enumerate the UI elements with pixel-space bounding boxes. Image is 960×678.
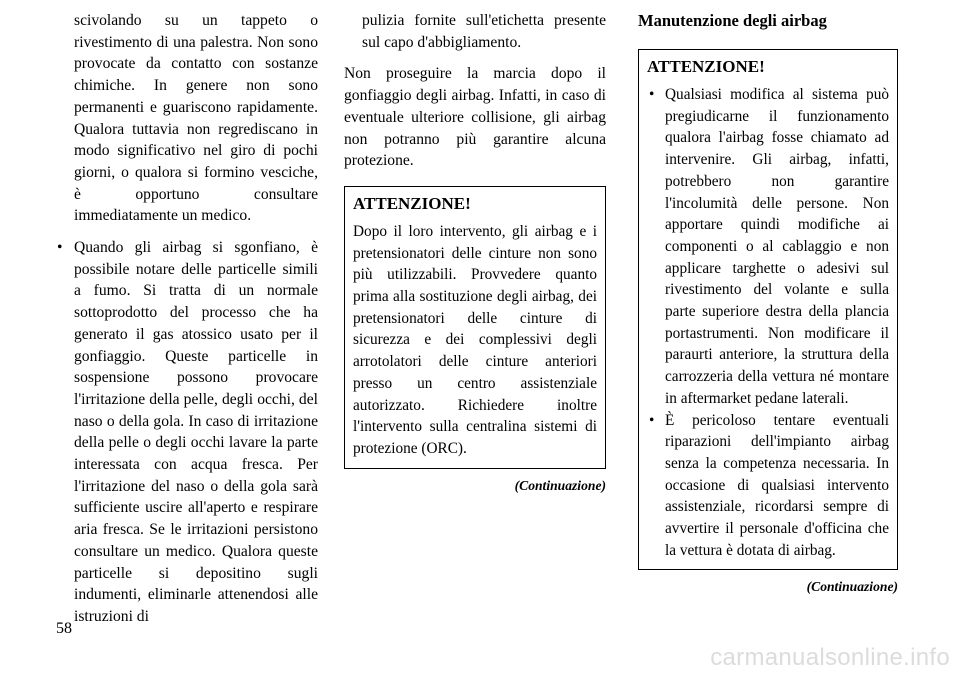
middle-column: [344, 10, 606, 496]
paragraph: Non proseguire la marcia dopo il gonfiaggio degli airbag. Infatti, in caso di eventuale ulteriore collisione, gli airbag non potranno più garantire alcuna protezione.: [344, 65, 606, 170]
right-column: [638, 10, 898, 598]
continuation-note: (Continuazione): [806, 579, 898, 595]
bullet-text: Qualsiasi modifica al sistema può pregiudicarne il funzionamento qualora l'airbag fosse chiamato ad intervenire. Gli airbag, infatti, potrebbero non garantire l'incolumità delle persone. Non apportare quindi modifiche ai componenti o al cablaggio e non applicare targhette o adesivi sul rivestimento del volante e sulla parte superiore destra della plancia portastrumenti. Non modificare il paraurti anteriore, la struttura della carrozzeria della vettura né montare in aftermarket pedane laterali.: [665, 86, 889, 407]
section-heading: Manutenzione degli airbag: [638, 11, 827, 30]
warning-title: ATTENZIONE!: [647, 57, 765, 76]
watermark: carmanualsonline.info: [710, 644, 950, 671]
warning-title: ATTENZIONE!: [353, 193, 471, 213]
continued-text: pulizia fornite sull'etichetta presente sul capo d'abbigliamento.: [362, 12, 606, 51]
warning-bullet: [647, 84, 889, 410]
warning-text: Dopo il loro intervento, gli airbag e i pretensionatori delle cinture non sono più utilizzabili. Provvedere quanto prima alla sostituzione degli airbag, dei pretensionatori delle cinture di sicurezza e dei complessivi degli arrotolatori delle cinture anteriori presso un centro assistenziale autorizzato. Richiedere inoltre l'intervento sulla centralina sistemi di protezione (ORC).: [353, 222, 597, 457]
bullet-text: È pericoloso tentare eventuali riparazioni dell'impianto airbag senza la competenza necessaria. In occasione di qualsiasi intervento assistenziale, ricordarsi sempre di avvertire il personale d'officina che la vettura è dotata di airbag.: [665, 411, 889, 559]
warning-box: [638, 49, 898, 570]
bullet-text: Quando gli airbag si sgonfiano, è possibile notare delle particelle simili a fumo. Si tratta di un normale sottoprodotto del processo che ha generato il gas atossico usato per il gonfiaggio. Queste particelle in sospensione possono provocare l'irritazione della pelle, degli occhi, del naso o della gola. In caso di irritazione della pelle o degli occhi lavare la parte interessata con acqua fresca. Per l'irritazione del naso o della gola sarà sufficiente uscire all'aperto e respirare aria fresca. Se le irritazioni persistono consultare un medico. Qualora queste particelle si depositino sugli indumenti, eliminarle attenendosi alle istruzioni di: [74, 239, 318, 625]
bullet-marker: •: [649, 86, 655, 103]
warning-box: [344, 186, 606, 469]
page-number: 58: [56, 620, 72, 637]
warning-bullet: [647, 410, 889, 562]
left-column: [56, 10, 318, 628]
continued-text: scivolando su un tappeto o rivestimento di una palestra. Non sono provocate da contatto con sostanze chimiche. In genere non sono permanenti e guariscono rapidamente. Qualora tuttavia non regrediscano in modo significativo nel giro di pochi giorni, o qualora si formino vesciche, è opportuno consultare immediatamente un medico.: [74, 12, 318, 225]
bullet-marker: •: [57, 239, 63, 257]
bullet-marker: •: [649, 411, 655, 429]
continuation-note: (Continuazione): [514, 477, 606, 493]
bullet-item: [56, 237, 318, 628]
